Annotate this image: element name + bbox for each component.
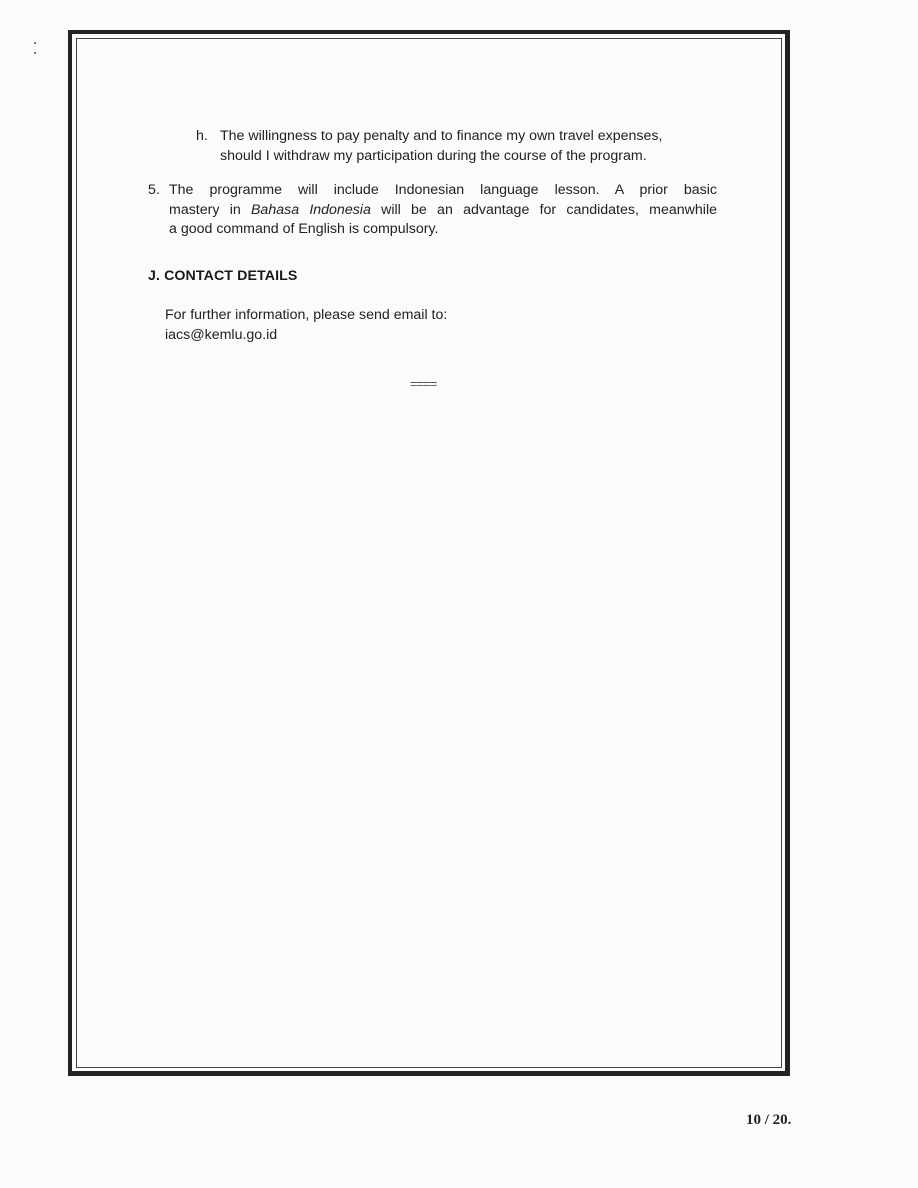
page-number: 10 / 20. [746,1112,792,1128]
scan-speck [34,52,36,54]
text-fragment: mastery in [169,201,251,218]
text-line: a good command of English is compulsory. [169,221,439,237]
list-item-text [169,181,717,240]
section-heading: J. CONTACT DETAILS [148,268,298,284]
list-marker: 5. [148,182,160,198]
contact-details [165,306,585,345]
text-line: The willingness to pay penalty and to finance my own travel expenses, [220,128,663,144]
text-fragment: will be an advantage for candidates, meanwhile [370,201,717,218]
contact-email: iacs@kemlu.go.id [165,326,278,343]
italic-term: Bahasa Indonesia [250,201,371,218]
end-divider: ==== [410,376,437,391]
list-item-text [220,127,720,166]
contact-instruction: For further information, please send email to: [165,307,448,323]
text-line [169,201,717,221]
list-marker: h. [196,128,208,144]
text-line: The programme will include Indonesian language lesson. A prior basic [169,182,717,198]
scan-speck [34,42,36,44]
text-line: should I withdraw my participation during the course of the program. [220,147,647,164]
